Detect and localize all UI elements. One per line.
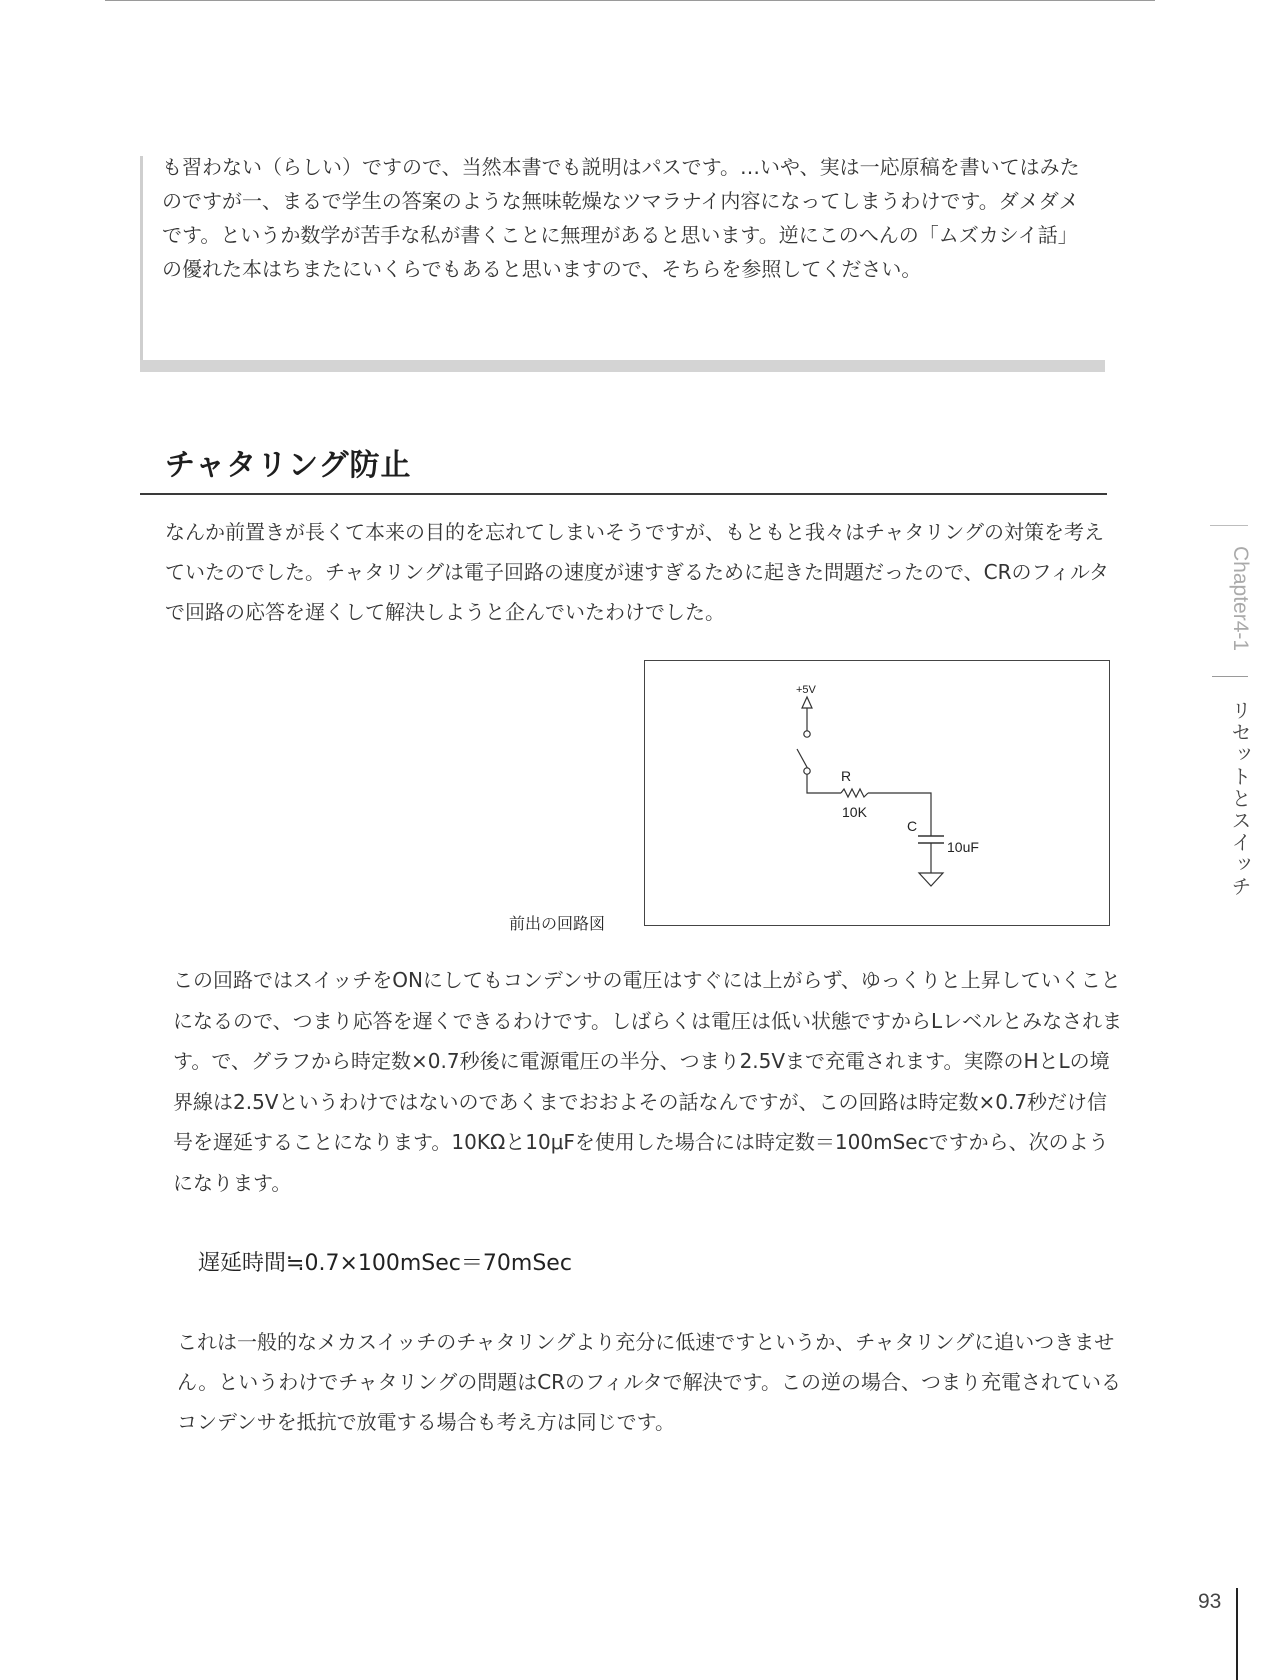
conclusion-paragraph: これは一般的なメカスイッチのチャタリングより充分に低速ですというか、チャタリングに追いつきません。というわけでチャタリングの問題はCRのフィルタで解決です。この逆の場合、つまり充電されているコンデンサを抵抗で放電する場合も考え方は同じです。 <box>177 1330 1122 1434</box>
intro-paragraph: なんか前置きが長くて本来の目的を忘れてしまいそうですが、もともと我々はチャタリングの対策を考えていたのでした。チャタリングは電子回路の速度が速すぎるために起きた問題だったので、CRのフィルタで回路の応答を遅くして解決しようと企んでいたわけでした。 <box>165 520 1110 624</box>
note-box-text: も習わない（らしい）ですので、当然本書でも説明はパスです。…いや、実は一応原稿を書いてはみたのですが一、まるで学生の答案のような無味乾燥なツマラナイ内容になってしまうわけです。ダメダメです。というか数学が苦手な私が書くことに無理があると思います。逆にこのへんの「ムズカシイ話」の優れた本はちまたにいくらでもあると思いますので、そちらを参照してください。 <box>162 155 1080 281</box>
chapter-label: Chapter4-1 <box>1229 546 1252 652</box>
circuit-diagram <box>645 661 1111 927</box>
supply-arrow <box>802 697 812 708</box>
section-heading: チャタリング防止 <box>165 448 412 483</box>
figure-caption: 前出の回路図 <box>509 914 606 933</box>
sidebar-top-rule <box>1210 525 1248 526</box>
heading-rule <box>140 493 1107 495</box>
note-box-bottom-shadow <box>140 360 1105 372</box>
wire-to-capacitor <box>868 793 931 836</box>
circuit-explanation-paragraph: この回路ではスイッチをONにしてもコンデンサの電圧はすぐには上がらず、ゆっくりと上昇していくことになるので、つまり応答を遅くできるわけです。しばらくは電圧は低い状態ですからLレベルとみなされます。で、グラフから時定数×0.7秒後に電源電圧の半分、つまり2.5Vまで充電されます。実際のHとLの境界線は2.5Vというわけではないのであくまでおおよその話なんですが、この回路は時定数×0.7秒だけ信号を遅延することになります。10KΩと10μFを使用した場合には時定数＝100mSecですから、次のようになります。 <box>173 968 1123 1195</box>
chapter-title: リセットとスイッチ <box>1228 700 1252 898</box>
resistor-symbol <box>841 789 868 797</box>
wire-to-resistor <box>807 774 841 793</box>
sidebar-divider <box>1212 676 1248 677</box>
page-number-rule <box>1236 1588 1238 1680</box>
resistor-label: R <box>841 768 852 784</box>
delay-formula: 遅延時間≒0.7×100mSec＝70mSec <box>198 1251 572 1276</box>
page-number: 93 <box>1198 1590 1222 1613</box>
top-rule <box>105 0 1155 1</box>
capacitor-label: C <box>907 818 918 834</box>
switch-top-terminal <box>804 731 810 737</box>
switch-bottom-terminal <box>804 768 810 774</box>
switch-lever <box>797 749 808 769</box>
capacitor-value-label: 10uF <box>947 839 979 855</box>
note-box-left-bar <box>140 156 143 370</box>
circuit-figure <box>644 660 1110 926</box>
supply-label: +5V <box>796 684 816 696</box>
ground-symbol <box>919 873 943 886</box>
note-box <box>140 150 1105 376</box>
resistor-value-label: 10K <box>842 804 867 820</box>
